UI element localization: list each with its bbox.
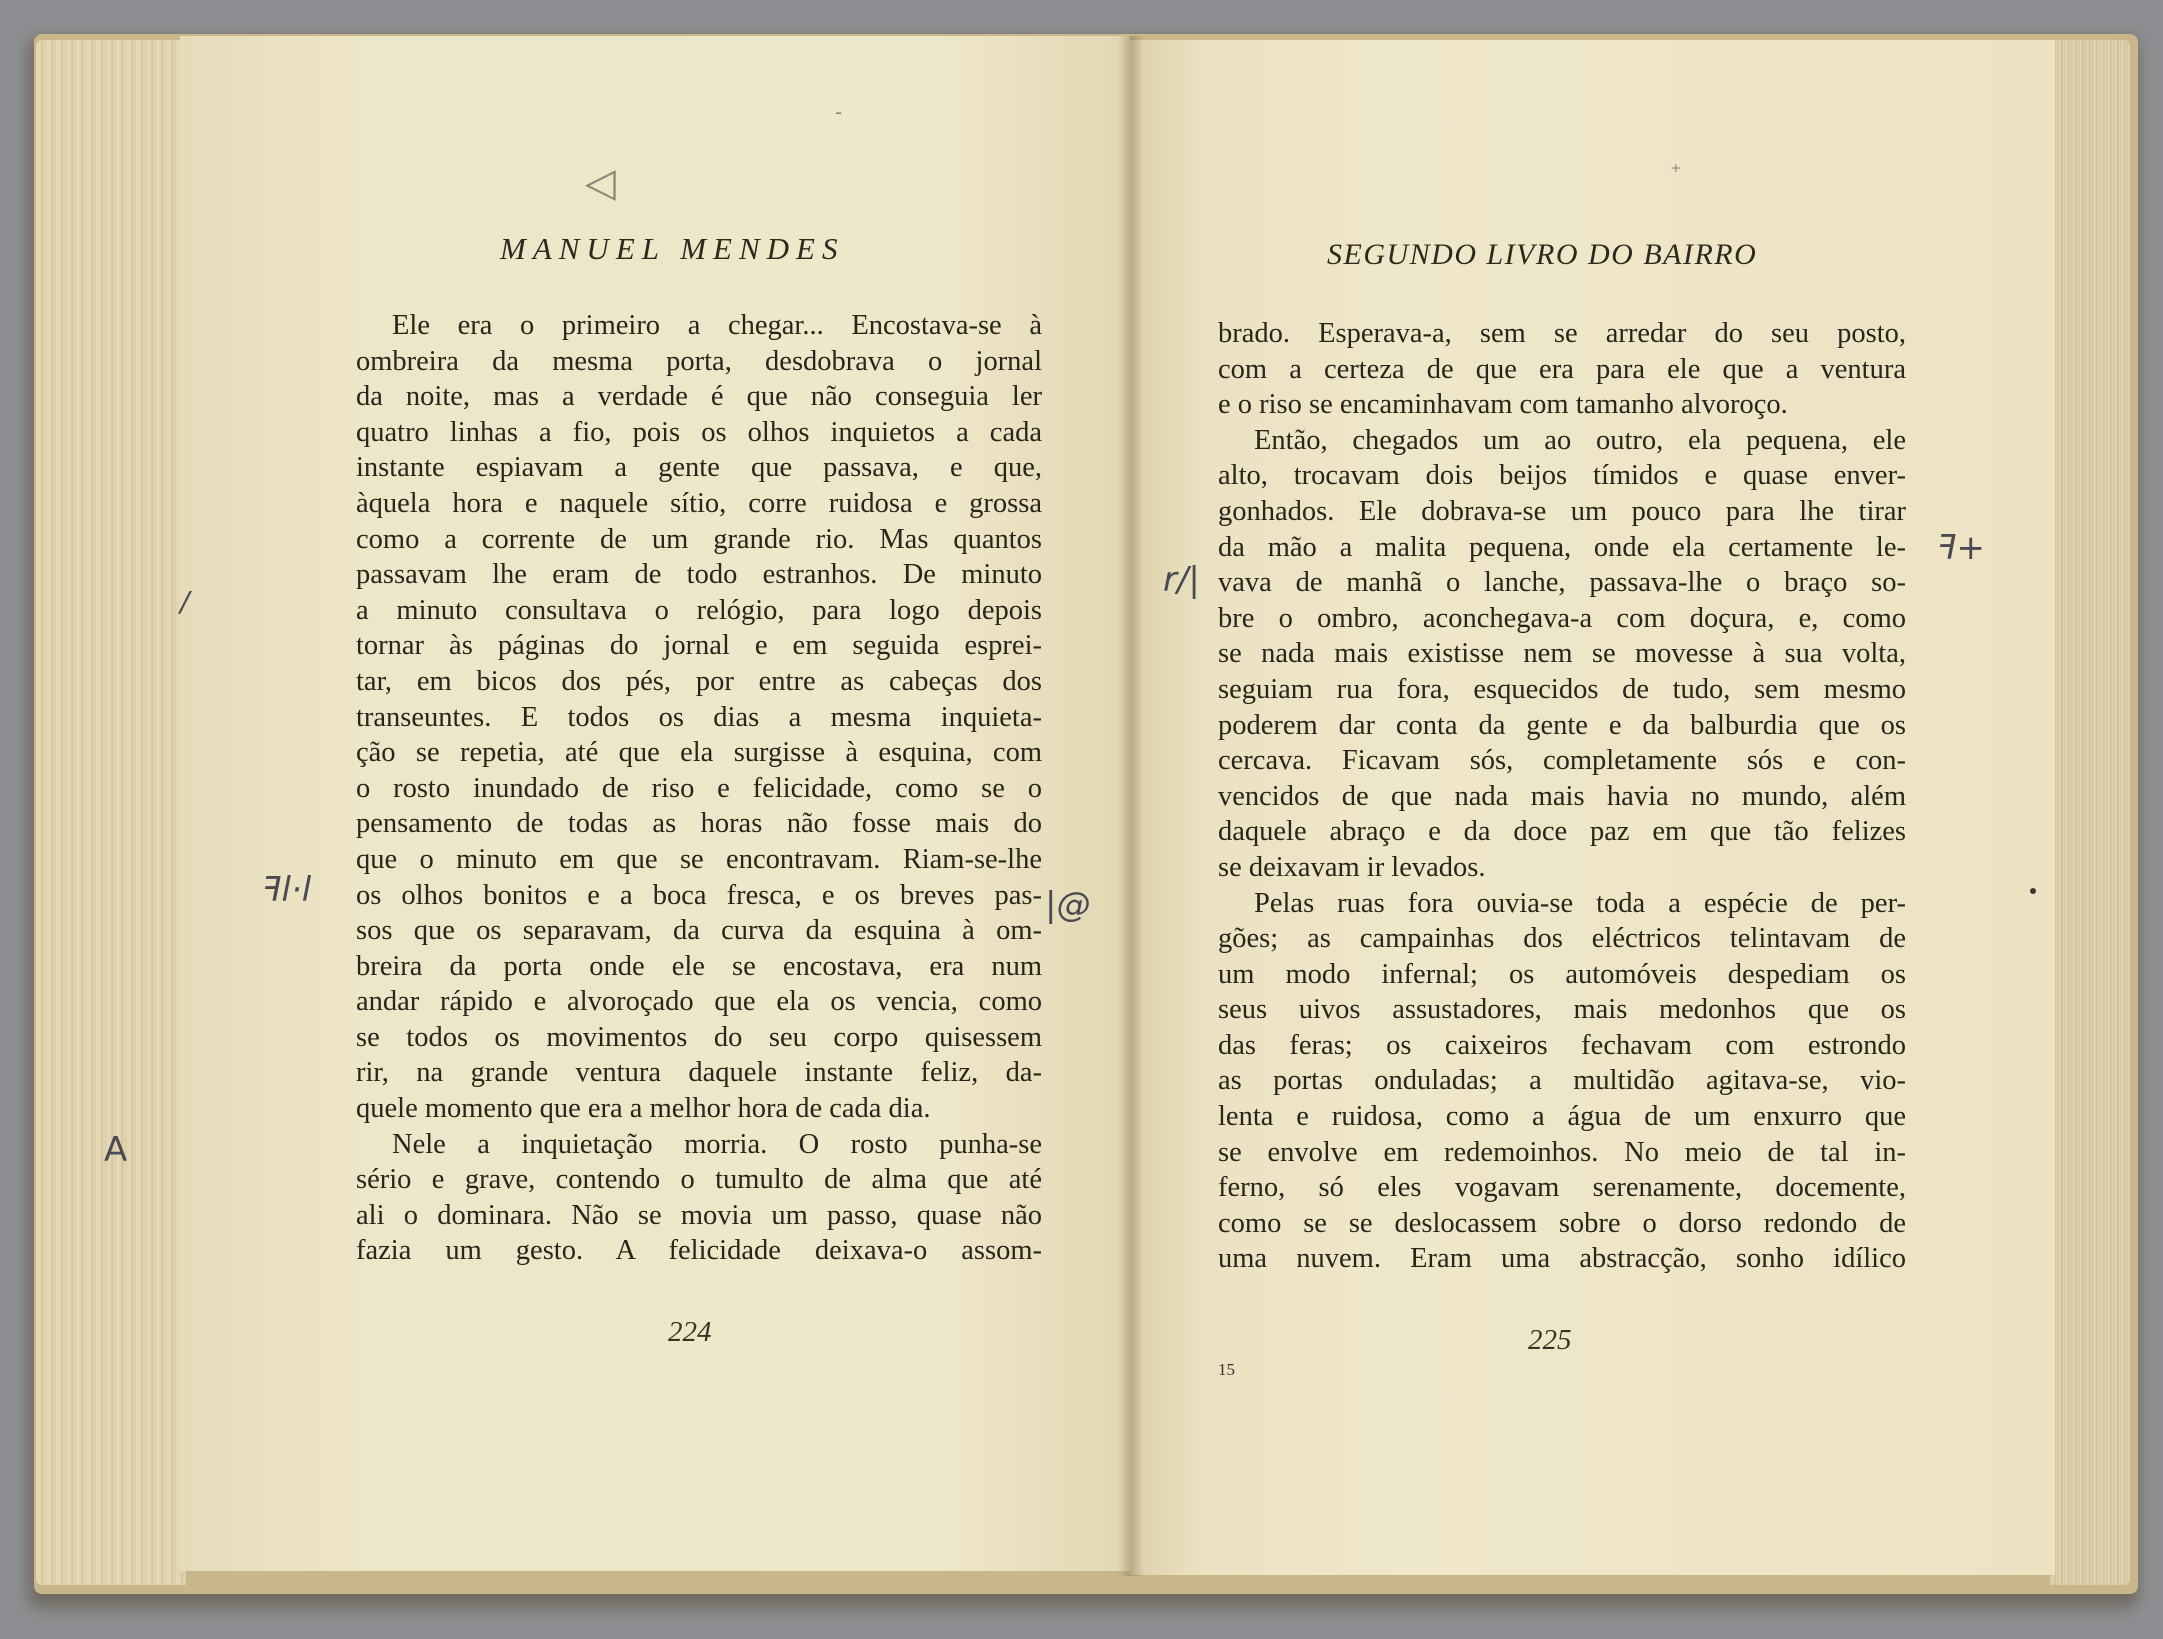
text-line: as portas onduladas; a multidão agitava-se, vio- (1218, 1065, 1906, 1097)
ink-dot-icon (2030, 888, 2036, 894)
text-line: um modo infernal; os automóveis despediam os (1218, 958, 1906, 990)
pencil-margin-mark: / (180, 585, 190, 618)
text-line: ali o dominara. Não se movia um passo, quase não (356, 1199, 1042, 1231)
text-line: com a certeza de que era para ele que a ventura (1218, 353, 1906, 385)
text-line: gões; as campainhas dos eléctricos telintavam de (1218, 923, 1906, 955)
text-line: uma nuvem. Eram uma abstracção, sonho idílico (1218, 1243, 1906, 1275)
book-gutter (1118, 36, 1144, 1576)
text-line: Nele a inquietação morria. O rosto punha-se (392, 1128, 1042, 1160)
text-line: sério e grave, contendo o tumulto de alma que até (356, 1164, 1042, 1196)
text-line: gonhados. Ele dobrava-se um pouco para lhe tirar (1218, 495, 1906, 527)
text-line: pensamento de todas as horas não fosse mais do (356, 808, 1042, 840)
text-line: quatro linhas a fio, pois os olhos inquietos a cada (356, 416, 1042, 448)
text-line: como se se deslocassem sobre o dorso redondo de (1218, 1207, 1906, 1239)
text-line: instante espiavam a gente que passava, e que, (356, 452, 1042, 484)
text-line: o rosto inundado de riso e felicidade, como se o (356, 772, 1042, 804)
text-line: ferno, só eles vogavam serenamente, docemente, (1218, 1172, 1906, 1204)
text-line: sos que os separavam, da curva da esquina à om- (356, 915, 1042, 947)
text-line: breira da porta onde ele se encostava, era num (356, 950, 1042, 982)
paper-blemish-icon: - (835, 100, 843, 124)
text-line: ombreira da mesma porta, desdobrava o jornal (356, 345, 1042, 377)
text-line: os olhos bonitos e a boca fresca, e os breves pas- (356, 879, 1042, 911)
text-line: se todos os movimentos do seu corpo quisessem (356, 1021, 1042, 1053)
right-page-text (1218, 316, 1906, 1277)
text-line: Ele era o primeiro a chegar... Encostava-se à (392, 310, 1042, 341)
pencil-margin-letter: A (104, 1130, 128, 1170)
running-head-left: MANUEL MENDES (500, 231, 845, 266)
text-line: rir, na grande ventura daquele instante feliz, da- (356, 1057, 1042, 1089)
text-line: das feras; os caixeiros fechavam com estrondo (1218, 1029, 1906, 1061)
text-line: se nada mais existisse nem se movesse à sua volta, (1218, 638, 1906, 670)
text-line: vava de manhã o lanche, passava-lhe o braço so- (1218, 567, 1906, 599)
text-line: a minuto consultava o relógio, para logo depois (356, 594, 1042, 626)
text-line: tornar às páginas do jornal e em seguida esprei- (356, 630, 1042, 662)
text-line: Então, chegados um ao outro, ela pequena, ele (1254, 424, 1906, 456)
text-line: seus uivos assustadores, mais medonhos que os (1218, 994, 1906, 1026)
text-line: ção se repetia, até que ela surgisse à esquina, com (356, 737, 1042, 769)
text-line: alto, trocavam dois beijos tímidos e quase enver- (1218, 460, 1906, 492)
text-line: àquela hora e naquele sítio, corre ruidosa e grossa (356, 487, 1042, 519)
text-line: daquele abraço e da doce paz em que tão felizes (1218, 816, 1906, 848)
page-number-left: 224 (668, 1316, 712, 1348)
text-line: fazia um gesto. A felicidade deixava-o assom- (356, 1235, 1042, 1267)
paper-blemish-icon: ⁺ (1670, 160, 1682, 185)
text-line: bre o ombro, aconchegava-a com doçura, e, como (1218, 602, 1906, 634)
signature-mark: 15 (1218, 1360, 1235, 1379)
text-line: passavam lhe eram de todo estranhos. De minuto (356, 559, 1042, 591)
text-line: andar rápido e alvoroçado que ela os vencia, como (356, 986, 1042, 1018)
pencil-margin-mark: |@ (1045, 885, 1091, 925)
page-number-right: 225 (1528, 1324, 1572, 1356)
text-line: lenta e ruidosa, como a água de um enxurro que (1218, 1101, 1906, 1133)
left-page-text (356, 308, 1042, 1269)
running-head-right: SEGUNDO LIVRO DO BAIRRO (1327, 238, 1758, 271)
page-edges-left (36, 40, 186, 1585)
text-line: que o minuto em que se encontravam. Riam-se-lhe (356, 843, 1042, 875)
pencil-margin-mark: ꟻl·l (262, 870, 312, 910)
text-line: quele momento que era a melhor hora de cada dia. (356, 1093, 931, 1125)
text-line: tar, em bicos dos pés, por entre as cabeças dos (356, 665, 1042, 697)
text-line: brado. Esperava-a, sem se arredar do seu posto, (1218, 318, 1906, 349)
text-line: e o riso se encaminhavam com tamanho alvoroço. (1218, 389, 1788, 421)
text-line: transeuntes. E todos os dias a mesma inquieta- (356, 701, 1042, 733)
text-line: da mão a malita pequena, onde ela certamente le- (1218, 531, 1906, 563)
text-line: vencidos de que nada mais havia no mundo, além (1218, 780, 1906, 812)
text-line: da noite, mas a verdade é que não conseguia ler (356, 381, 1042, 413)
text-line: se deixavam ir levados. (1218, 851, 1486, 883)
page-edges-right (2050, 40, 2130, 1585)
text-line: cercava. Ficavam sós, completamente sós e con- (1218, 745, 1906, 777)
text-line: como a corrente de um grande rio. Mas quantos (356, 523, 1042, 555)
text-line: seguiam rua fora, esquecidos de tudo, sem mesmo (1218, 673, 1906, 705)
pencil-margin-mark: r/| (1163, 560, 1200, 600)
text-line: poderem dar conta da gente e da balburdia que os (1218, 709, 1906, 741)
text-line: Pelas ruas fora ouvia-se toda a espécie de per- (1254, 887, 1906, 919)
pencil-margin-mark: ꟻ+ (1937, 528, 1986, 568)
paper-blemish-icon: ◁ (585, 160, 616, 206)
text-line: se envolve em redemoinhos. No meio de tal in- (1218, 1136, 1906, 1168)
